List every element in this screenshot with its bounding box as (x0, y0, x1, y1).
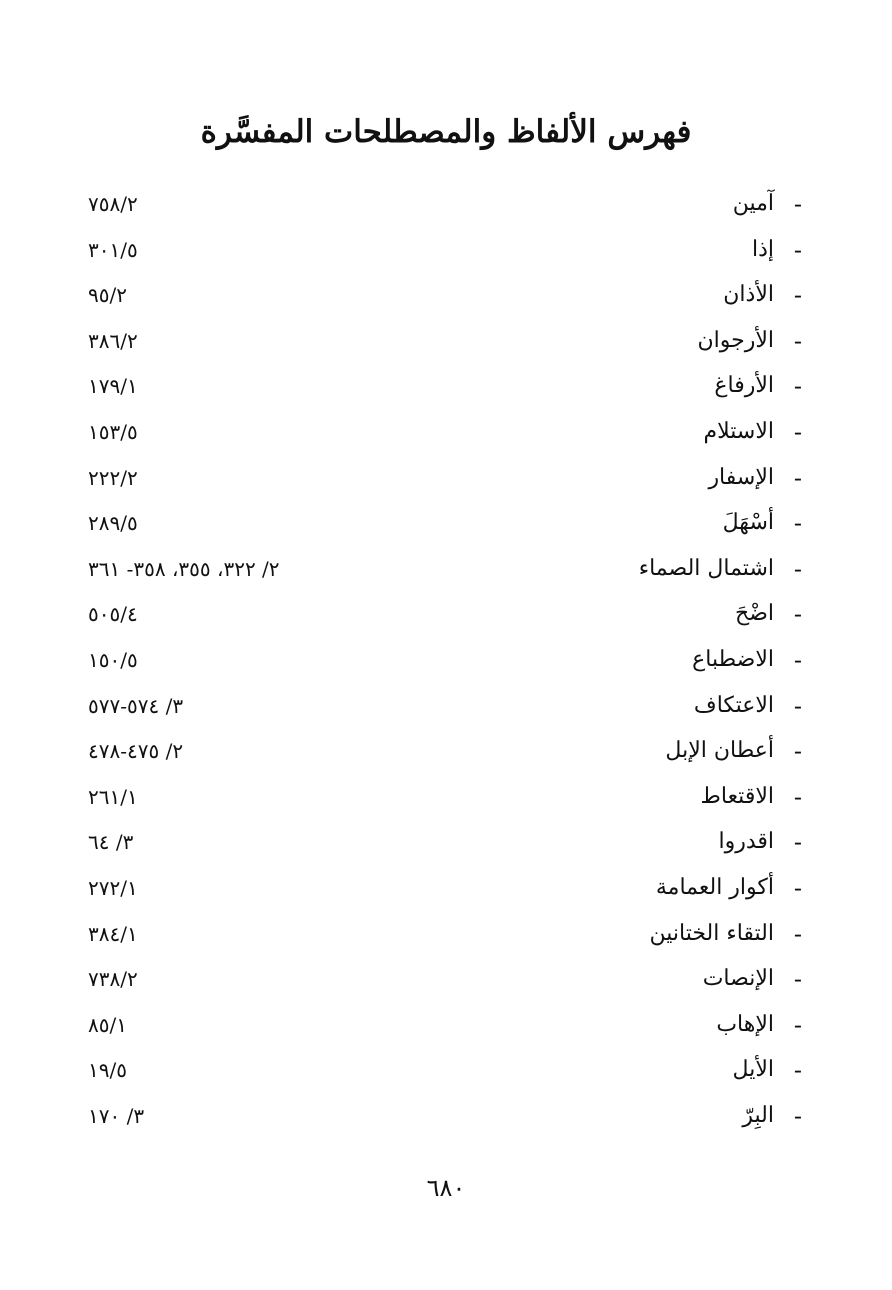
index-entry (0, 595, 892, 641)
entry-dash: - (793, 326, 802, 355)
entry-dash: - (793, 737, 802, 766)
entry-dash: - (793, 235, 802, 264)
entry-dash: - (793, 509, 802, 538)
entry-reference: ٣٨٦/٢ (88, 328, 138, 353)
entry-dash: - (793, 828, 802, 857)
entry-reference: ١٥٠/٥ (88, 647, 138, 672)
entry-reference: ٩٥/٢ (88, 283, 127, 308)
entry-term: آمين (732, 191, 774, 216)
index-entry (0, 869, 892, 915)
entry-reference: ٢٦١/١ (88, 784, 138, 809)
index-entry (0, 276, 892, 322)
entry-dash: - (793, 554, 802, 583)
index-entry (0, 322, 892, 368)
entry-dash: - (793, 463, 802, 492)
entry-reference: ٣٠١/٥ (88, 237, 138, 262)
page-number: ٦٨٠ (426, 1174, 466, 1202)
entry-dash: - (793, 1010, 802, 1039)
index-entry (0, 960, 892, 1006)
index-entry (0, 504, 892, 550)
entry-term: الاعتكاف (693, 692, 774, 718)
entry-term: الاضطباع (692, 646, 774, 672)
entry-term: التقاء الختانين (649, 920, 774, 946)
entry-term: الأذان (723, 282, 774, 308)
index-entry (0, 413, 892, 459)
entry-term: اشتمال الصماء (638, 555, 774, 581)
entry-term: الأرجوان (697, 327, 774, 353)
entry-reference: ٢٢٢/٢ (88, 465, 138, 490)
entry-reference: ٣/ ٥٧٤-٥٧٧ (88, 693, 184, 718)
index-entry (0, 1097, 892, 1143)
entry-reference: ١٥٣/٥ (88, 419, 138, 444)
entry-dash: - (793, 782, 802, 811)
entry-term: الإهاب (716, 1011, 774, 1037)
entry-term: اضْحَ (735, 601, 774, 627)
entry-reference: ٧٥٨/٢ (88, 192, 138, 216)
index-entry (0, 823, 892, 869)
index-entry (0, 1006, 892, 1052)
entry-dash: - (793, 281, 802, 310)
entry-reference: ٥٠٥/٤ (88, 602, 138, 627)
entry-reference: ١٧٩/١ (88, 374, 138, 399)
index-entry (0, 641, 892, 687)
index-entry (0, 915, 892, 961)
index-entry (0, 1051, 892, 1097)
entry-reference: ٧٣٨/٢ (88, 967, 138, 992)
index-entry (0, 778, 892, 824)
index-entry (0, 459, 892, 505)
entry-dash: - (793, 919, 802, 948)
entry-term: البِرّ (742, 1102, 774, 1128)
index-entry (0, 367, 892, 413)
entry-term: أكوار العمامة (655, 874, 774, 900)
entry-term: أسْهَلَ (722, 510, 774, 536)
index-entry (0, 687, 892, 733)
entry-term: الأيل (732, 1057, 774, 1083)
entry-term: الإنصات (702, 966, 774, 992)
entry-reference: ٢/ ٤٧٥-٤٧٨ (88, 739, 184, 764)
index-entry (0, 231, 892, 277)
entry-reference: ٢٨٩/٥ (88, 511, 138, 536)
entry-dash: - (793, 417, 802, 446)
entry-reference: ٣/ ١٧٠ (88, 1103, 145, 1128)
entry-dash: - (793, 965, 802, 994)
entry-dash: - (793, 1056, 802, 1085)
entry-term: الاستلام (703, 418, 774, 444)
entry-reference: ٨٥/١ (88, 1012, 127, 1037)
entry-term: أعطان الإبل (665, 738, 774, 764)
entry-reference: ٣/ ٦٤ (88, 830, 134, 855)
entry-term: الاقتعاط (700, 783, 774, 809)
entry-dash: - (793, 1101, 802, 1130)
index-list (0, 185, 892, 1142)
entry-dash: - (793, 190, 802, 218)
entry-reference: ٣٨٤/١ (88, 921, 138, 946)
entry-term: الأرفاغ (714, 373, 774, 399)
entry-term: اقدروا (718, 829, 774, 855)
index-entry (0, 732, 892, 778)
entry-dash: - (793, 645, 802, 674)
entry-dash: - (793, 600, 802, 629)
entry-term: إذا (751, 236, 774, 262)
entry-reference: ٢/ ٣٢٢، ٣٥٥، ٣٥٨- ٣٦١ (88, 556, 280, 581)
page-title: فهرس الألفاظ والمصطلحات المفسَّرة (200, 113, 692, 150)
index-entry (0, 550, 892, 596)
entry-reference: ١٩/٥ (88, 1058, 127, 1083)
entry-dash: - (793, 873, 802, 902)
entry-term: الإسفار (708, 464, 774, 490)
entry-dash: - (793, 372, 802, 401)
entry-dash: - (793, 691, 802, 720)
entry-reference: ٢٧٢/١ (88, 875, 138, 900)
index-entry (0, 185, 892, 231)
